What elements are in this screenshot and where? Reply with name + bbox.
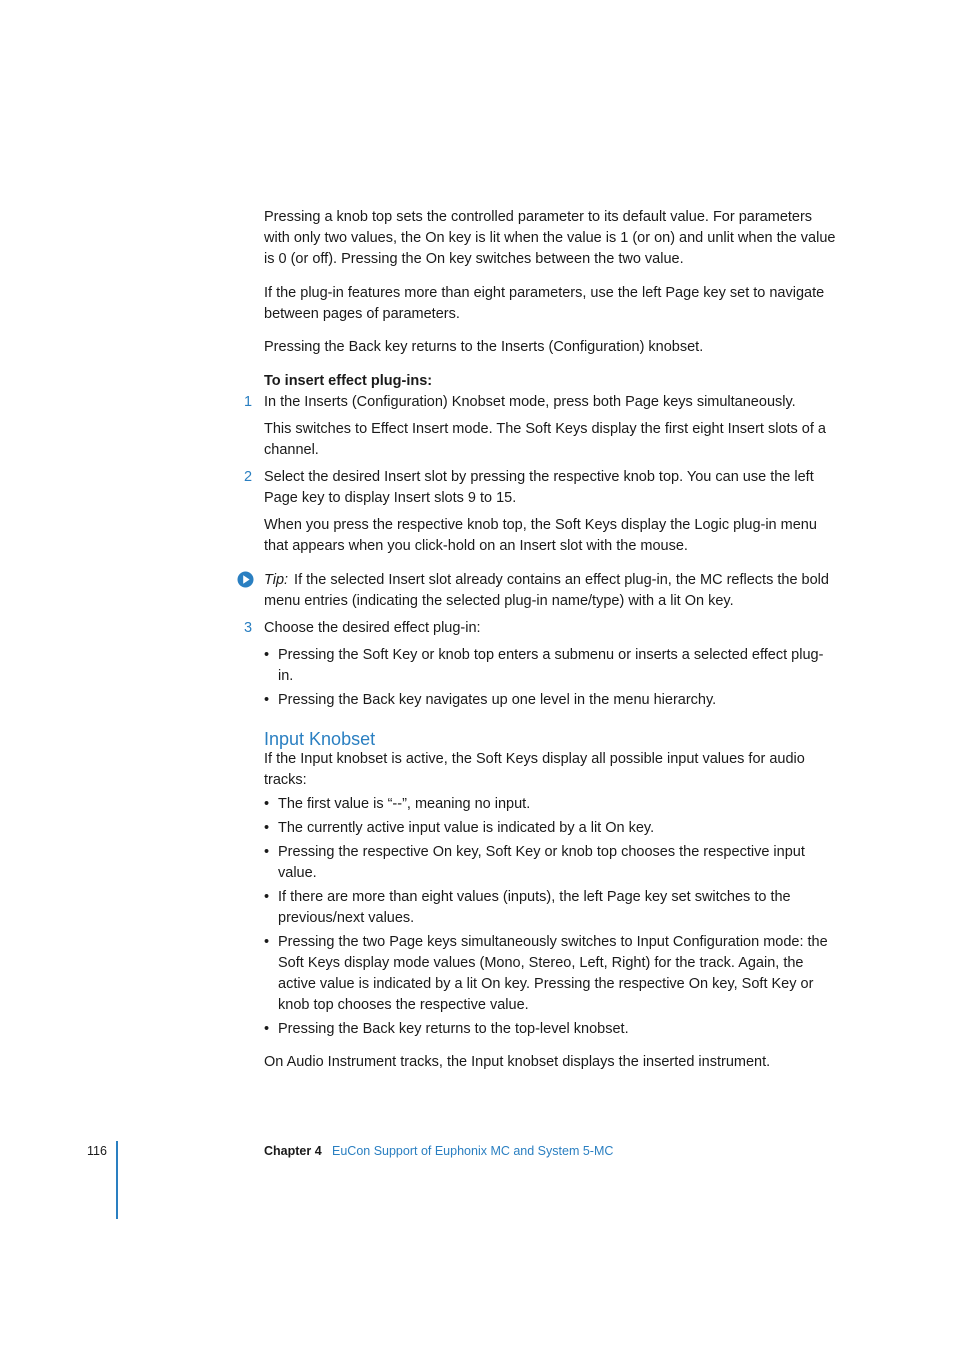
bullet-mark: • [264, 692, 270, 708]
bullet-mark: • [264, 820, 270, 836]
list-item: The currently active input value is indicated by a lit On key. [278, 820, 655, 836]
section-heading: Input Knobset [264, 729, 376, 749]
bullet-mark: • [264, 889, 270, 905]
procedure-title: To insert effect plug-ins: [264, 373, 433, 389]
bullet-mark: • [264, 1021, 270, 1037]
list-item: The first value is “--”, meaning no input. [278, 796, 531, 812]
tip-text: If the selected Insert slot already contains an effect plug-in, the MC reflects the bold menu entries (indicating the selected plug-in name/type) with a lit On key. [264, 572, 829, 609]
bullet-mark: • [264, 796, 270, 812]
list-item: Pressing the two Page keys simultaneously switches to Input Configuration mode: the Soft Keys display mode values (Mono, Stereo, Left, Right) for the track. Again, the active value is indicated by a lit On key. Pressing the respective On key, Soft Key or knob top chooses the respective value. [278, 934, 828, 1013]
step-number: 3 [244, 620, 253, 636]
step-number: 2 [244, 469, 253, 485]
bullet-mark: • [264, 844, 270, 860]
play-arrow-icon [237, 571, 254, 588]
page-number: 116 [87, 1144, 107, 1158]
paragraph-page-navigation: If the plug-in features more than eight parameters, use the left Page key set to navigate between pages of parameters. [264, 285, 825, 322]
list-item: Pressing the Back key returns to the top-level knobset. [278, 1021, 629, 1037]
list-item: Pressing the respective On key, Soft Key or knob top chooses the respective input value. [278, 844, 805, 881]
tip-note [264, 570, 836, 612]
list-item: If there are more than eight values (inputs), the left Page key set switches to the previous/next values. [278, 889, 791, 926]
paragraph-back-key: Pressing the Back key returns to the Inserts (Configuration) knobset. [264, 339, 704, 355]
list-item: Pressing the Soft Key or knob top enters a submenu or inserts a selected effect plug-in. [278, 647, 824, 684]
footer-chapter-title: EuCon Support of Euphonix MC and System 5-MC [332, 1144, 614, 1158]
bullet-mark: • [264, 647, 270, 663]
step-number: 1 [244, 394, 253, 410]
footer-chapter: Chapter 4 [264, 1144, 322, 1158]
bullet-mark: • [264, 934, 270, 950]
step-result: This switches to Effect Insert mode. The Soft Keys display the first eight Insert slots of a channel. [264, 421, 826, 458]
tip-label: Tip: [264, 572, 289, 588]
paragraph-knob-default: Pressing a knob top sets the controlled parameter to its default value. For parameters with only two values, the On key is lit when the value is 1 (or on) and unlit when the value is 0 (or off). Pressing the On key switches between the two value. [264, 209, 836, 267]
step-result: When you press the respective knob top, the Soft Keys display the Logic plug-in menu that appears when you click-hold on an Insert slot with the mouse. [264, 517, 817, 554]
list-item: Pressing the Back key navigates up one level in the menu hierarchy. [278, 692, 717, 708]
step-text: Choose the desired effect plug-in: [264, 620, 481, 636]
step-text: In the Inserts (Configuration) Knobset mode, press both Page keys simultaneously. [264, 394, 796, 410]
section-intro: If the Input knobset is active, the Soft Keys display all possible input values for audio tracks: [264, 751, 805, 788]
step-text: Select the desired Insert slot by pressing the respective knob top. You can use the left Page key to display Insert slots 9 to 15. [264, 469, 814, 506]
closing-paragraph: On Audio Instrument tracks, the Input knobset displays the inserted instrument. [264, 1054, 771, 1070]
footer-divider [116, 1141, 118, 1219]
